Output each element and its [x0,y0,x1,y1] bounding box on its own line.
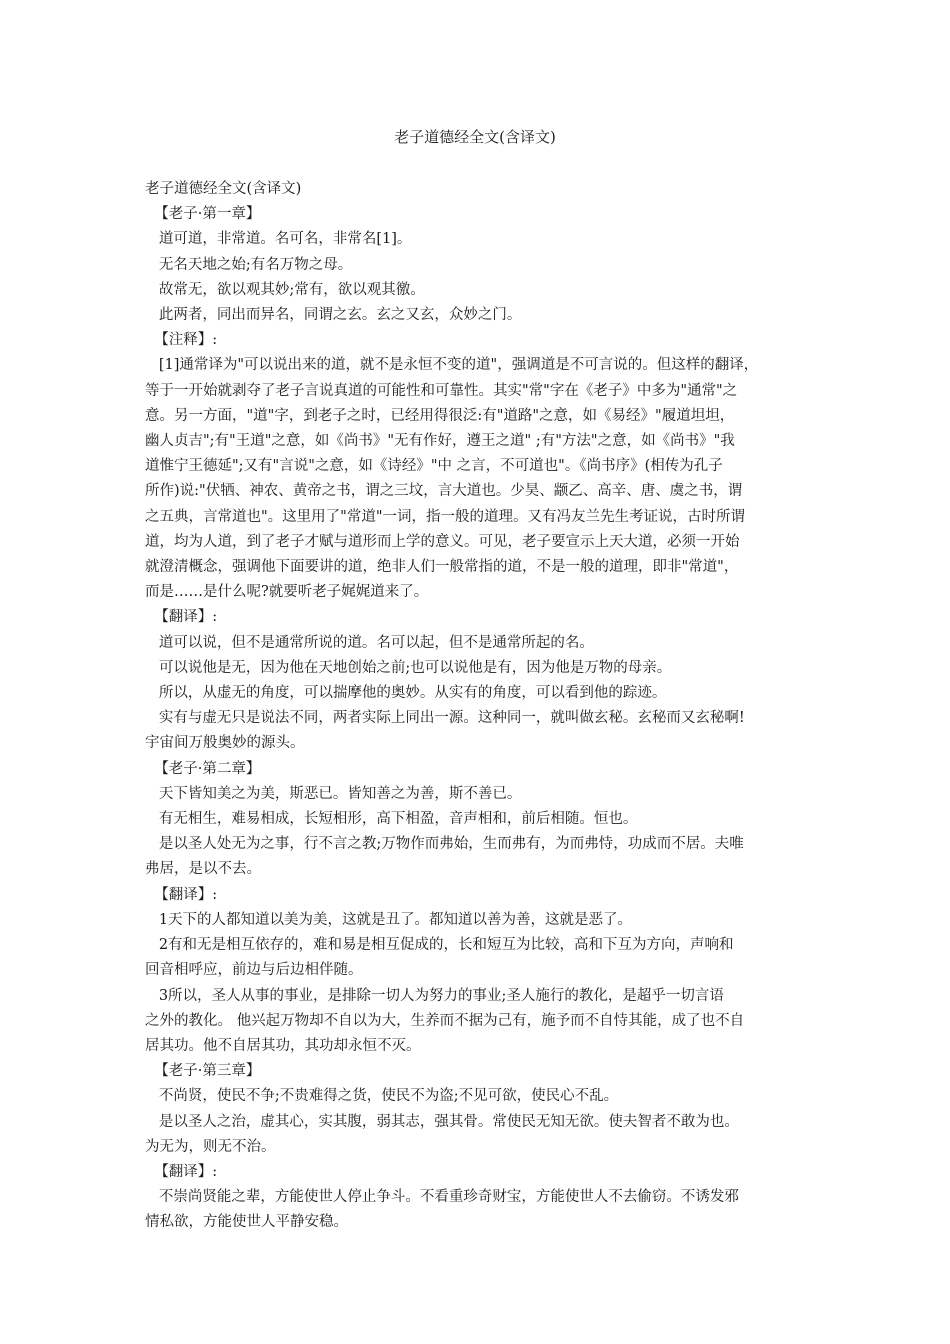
text-line: 幽人贞吉";有"王道"之意，如《尚书》"无有作好，遵王之道" ;有"方法"之意，如《尚书》"我 [145,433,735,450]
text-line: 回音相呼应，前边与后边相伴随。 [145,962,363,979]
text-line: 是以圣人之治，虚其心，实其腹，弱其志，强其骨。常使民无知无欲。使夫智者不敢为也。 [145,1113,739,1130]
text-line: 所作)说:"伏牺、神农、黄帝之书，谓之三坟，言大道也。少昊、颛乙、高辛、唐、虞之书，谓 [145,483,743,500]
text-line: 【翻译】: [145,609,218,626]
text-line: 【注释】: [145,332,218,349]
text-line: 3所以，圣人从事的事业，是排除一切人为努力的事业;圣人施行的教化，是超乎一切言语 [145,987,724,1004]
text-line: 【翻译】: [145,1163,218,1180]
text-line: 居其功。他不自居其功，其功却永恒不灭。 [145,1037,421,1054]
text-line: 【老子·第一章】 [145,206,261,223]
text-line: 意。另一方面，"道"字，到老子之时，已经用得很泛:有"道路"之意，如《易经》"履道坦坦， [145,407,735,424]
text-line: [1]通常译为"可以说出来的道，就不是永恒不变的道"，强调道是不可言说的。但这样的翻译， [145,357,759,374]
text-line: 之外的教化。 他兴起万物却不自以为大，生养而不据为己有，施予而不自恃其能，成了也不自 [145,1012,745,1029]
text-line: 道可道，非常道。名可名，非常名[1]。 [145,231,412,248]
text-line: 情私欲，方能使世人平静安稳。 [145,1214,348,1231]
text-line: 不崇尚贤能之辈，方能使世人停止争斗。不看重珍奇财宝，方能使世人不去偷窃。不诱发邪 [145,1189,739,1206]
text-line: 而是……是什么呢?就要听老子娓娓道来了。 [145,584,429,601]
text-line: 1天下的人都知道以美为美，这就是丑了。都知道以善为善，这就是恶了。 [145,911,633,928]
text-line: 等于一开始就剥夺了老子言说真道的可能性和可靠性。其实"常"字在《老子》中多为"通常"之 [145,382,738,399]
text-line: 道可以说，但不是通常所说的道。名可以起，但不是通常所起的名。 [145,634,594,651]
text-line: 此两者，同出而异名，同谓之玄。玄之又玄，众妙之门。 [145,307,522,324]
text-line: 之五典，言常道也"。这里用了"常道"一词，指一般的道理。又有冯友兰先生考证说，古时所谓 [145,508,746,525]
document-body [145,177,825,1236]
text-line: 无名天地之始;有名万物之母。 [145,256,353,273]
text-line: 老子道德经全文(含译文) [145,181,302,197]
text-line: 为无为，则无不治。 [145,1138,276,1155]
text-line: 所以，从虚无的角度，可以揣摩他的奥妙。从实有的角度，可以看到他的踪迹。 [145,685,667,702]
text-line: 可以说他是无，因为他在天地创始之前;也可以说他是有，因为他是万物的母亲。 [145,659,672,676]
text-line: 2有和无是相互依存的，难和易是相互促成的，长和短互为比较，高和下互为方向，声响和 [145,937,734,954]
text-line: 实有与虚无只是说法不同，两者实际上同出一源。这种同一，就叫做玄秘。玄秘而又玄秘啊! [145,710,745,727]
text-line: 是以圣人处无为之事，行不言之教;万物作而弗始，生而弗有，为而弗恃，功成而不居。夫唯 [145,836,744,853]
text-line: 【老子·第三章】 [145,1063,261,1080]
text-line: 道，均为人道，到了老子才赋与道形而上学的意义。可见，老子要宣示上天大道，必须一开始 [145,533,740,550]
text-line: 就澄清概念，强调他下面要讲的道，绝非人们一般常指的道，不是一般的道理，即非"常道"， [145,559,739,576]
text-line: 宇宙间万般奥妙的源头。 [145,735,305,752]
text-line: 故常无，欲以观其妙;常有，欲以观其徼。 [145,281,425,298]
document-title: 老子道德经全文(含译文) [394,128,556,146]
text-line: 道惟宁王德延";又有"言说"之意，如《诗经》"中 之言，不可道也"。《尚书序》(相传为孔子 [145,458,723,475]
text-line: 不尚贤，使民不争;不贵难得之货，使民不为盗;不见可欲，使民心不乱。 [145,1088,619,1105]
text-line: 天下皆知美之为美，斯恶已。皆知善之为善，斯不善已。 [145,785,522,802]
text-line: 有无相生，难易相成，长短相形，高下相盈，音声相和，前后相随。恒也。 [145,811,638,828]
text-line: 【翻译】: [145,886,218,903]
text-line: 【老子·第二章】 [145,760,261,777]
text-line: 弗居，是以不去。 [145,861,261,878]
